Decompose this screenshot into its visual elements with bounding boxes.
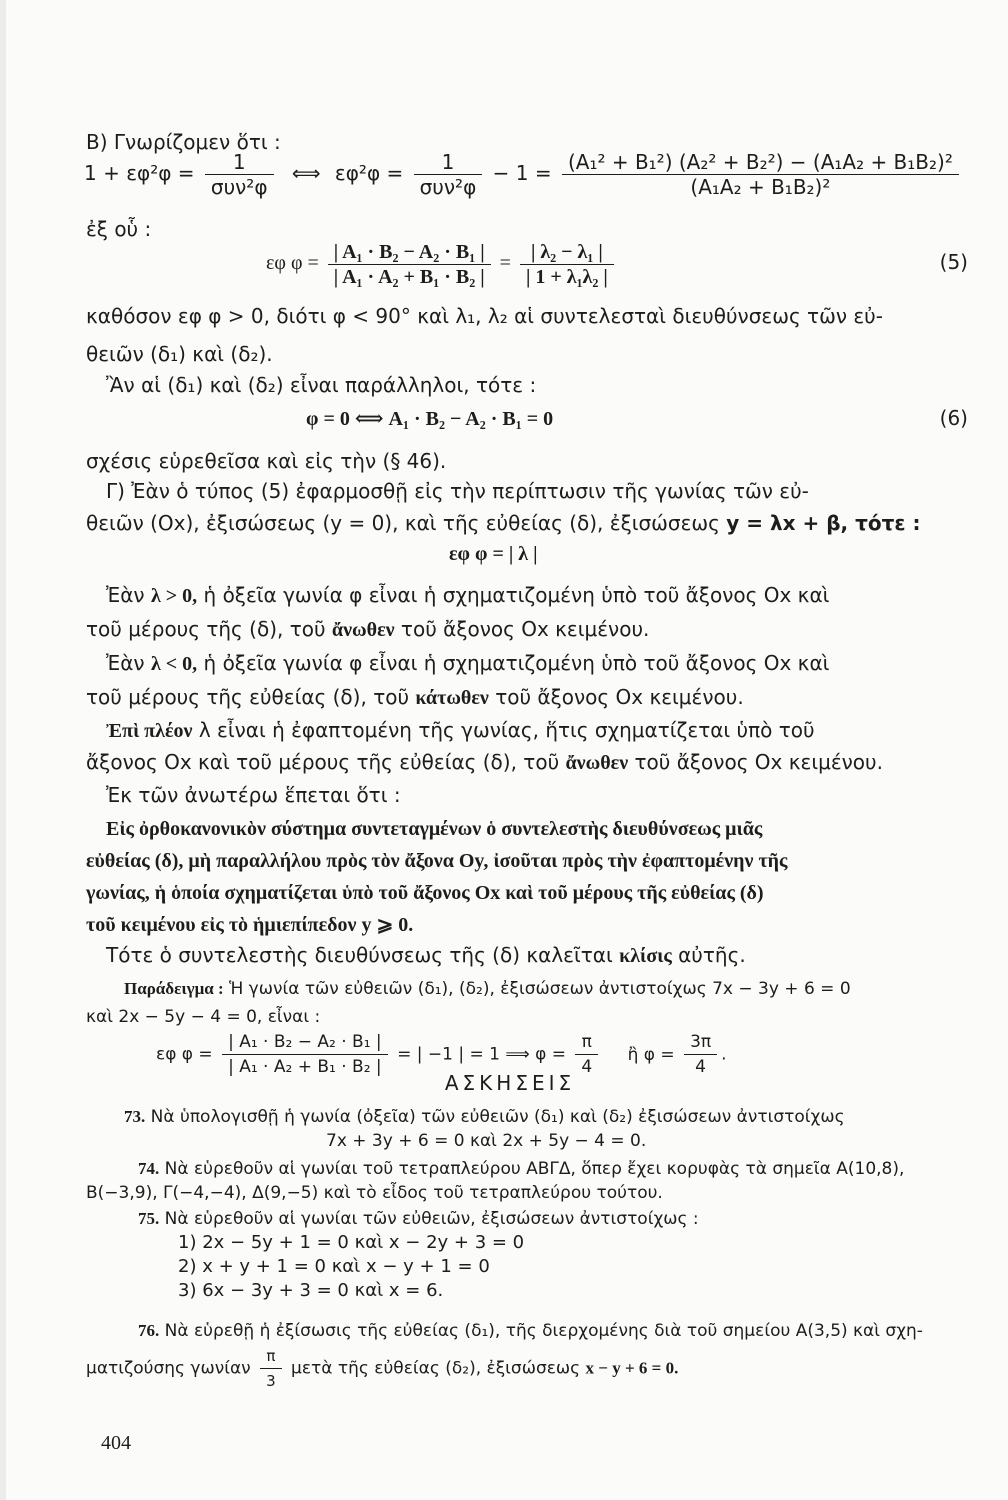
text-span: λ εἶναι ἡ ἐφαπτομένη τῆς γωνίας, ἥτις σχηματίζεται ὑπὸ τοῦ [198,718,815,742]
frac-num: | A₁ · B₂ − A₂ · B₁ | [222,1030,388,1055]
text-span: αὐτῆς. [678,943,746,967]
frac-den: (A₁A₂ + B₁B₂)² [690,175,831,199]
exercise-74-line2: Β(−3,9), Γ(−4,−4), Δ(9,−5) καὶ τὸ εἶδος τοῦ τετραπλεύρου τούτου. [86,1183,663,1203]
frac-den: | A₁ · A₂ + B₁ · B₂ | [228,1057,382,1077]
exercise-number: 74. [138,1159,160,1178]
text-span: μετὰ τῆς εὐθείας (δ₂), ἐξισώσεως [291,1358,581,1379]
text-line [106,942,746,969]
fraction-2 [414,150,483,199]
bold-span: ἄνωθεν [565,752,629,774]
text-span: θειῶν (Οx), ἐξισώσεως (y = 0), καὶ τῆς εὐθείας (δ), ἐξισώσεως [86,511,720,535]
section-g-line: Γ) Ἐὰν ὁ τύπος (5) ἐφαρμοσθῇ εἰς τὴν περίπτωσιν τῆς γωνίας τῶν εὐ- [106,479,809,503]
exercise-76 [138,1318,923,1344]
bold-span: ἄνωθεν [331,619,395,641]
frac-num: | A₁ · B₂ − A₂ · B₁ | [328,240,491,265]
exercise-75-item: 2) x + y + 1 = 0 καὶ x − y + 1 = 0 [178,1256,490,1277]
theorem-line: τοῦ κειμένου εἰς τὸ ἡμιεπίπεδον y ⩾ 0. [86,914,414,936]
text-line: σχέσις εὑρεθεῖσα καὶ εἰς τὴν (§ 46). [86,449,447,473]
text-line: Ἂν αἱ (δ₁) καὶ (δ₂) εἶναι παράλληλοι, τότε : [106,373,537,397]
exercise-text: Νὰ εὑρεθοῦν αἱ γωνίαι τῶν εὐθειῶν, ἐξισώσεων ἀντιστοίχως : [164,1209,699,1229]
bold-span: x − y + 6 = 0. [585,1358,679,1378]
frac-den: συν²φ [419,175,477,199]
text-span: τοῦ μέρους τῆς (δ), τοῦ [86,617,326,641]
exercise-75 [138,1206,699,1232]
text-line [106,717,815,744]
text-line: Ἐκ τῶν ἀνωτέρω ἕπεται ὅτι : [106,783,401,807]
exercise-73 [124,1104,845,1130]
exercise-number: 73. [124,1107,146,1126]
frac-num: π [260,1344,282,1369]
eq5-fraction-lambda [520,240,614,289]
section-g-line [86,510,920,536]
theorem-line: γωνίας, ἡ ὁποία σχηματίζεται ὑπὸ τοῦ ἄξονος Ox καὶ τοῦ μέρους τῆς εὐθείας (δ) [86,882,764,904]
text-span: τοῦ μέρους τῆς εὐθείας (δ), τοῦ [86,685,410,709]
text-span: Ἡ γωνία τῶν εὐθειῶν (δ₁), (δ₂), ἐξισώσεων ἀντιστοίχως 7x − 3y + 6 = 0 [229,979,851,999]
text-span: Ἐὰν [106,651,145,675]
text-span: . [721,1044,727,1065]
page-number: 404 [101,1432,131,1454]
text-line: καθόσον εφ φ > 0, διότι φ < 90° καὶ λ₁, λ₂ αἱ συντελεσταὶ διευθύνσεως τῶν εὐ- [86,304,883,328]
bold-span: y = λx + β, τότε : [726,511,921,535]
eq-mid: εφ²φ = [334,161,404,185]
equation-number-5: (5) [939,250,968,274]
exercise-75-item: 1) 2x − 5y + 1 = 0 καὶ x − 2y + 3 = 0 [178,1232,525,1253]
text-span: ἄξονος Ox καὶ τοῦ μέρους τῆς εὐθείας (δ), τοῦ [86,750,560,774]
frac-den: 3 [266,1372,276,1390]
example-line: καὶ 2x − 5y − 4 = 0, εἶναι : [86,1007,321,1027]
bold-span: λ < 0, [150,653,198,675]
text-span: ἡ ὀξεῖα γωνία φ εἶναι ἡ σχηματιζομένη ὑπὸ τοῦ ἄξονος Ox καὶ [203,651,830,675]
eq5-equals: = [499,252,511,275]
equation-6: φ = 0 ⟺ A₁ · B₂ − A₂ · B₁ = 0 [306,408,554,430]
exercise-number: 75. [138,1209,160,1228]
text-span: τοῦ ἄξονος Ox κειμένου. [400,617,650,641]
bold-span: κλίσις [619,945,672,967]
equation-number-6: (6) [939,406,968,430]
text-span: τοῦ ἄξονος Ox κειμένου. [634,750,883,774]
text-span: τοῦ ἄξονος Ox κειμένου. [495,685,744,709]
text-line: θειῶν (δ₁) καὶ (δ₂). [86,342,273,366]
text-line [106,650,829,677]
text-line [106,582,829,609]
exercise-73-equation: 7x + 3y + 6 = 0 καὶ 2x + 5y − 4 = 0. [326,1131,647,1151]
eq5-lhs: εφ φ = [266,252,319,275]
text-span: ματιζούσης γωνίαν [86,1358,251,1379]
frac-num: 1 [205,150,274,175]
frac-num: 3π [684,1030,717,1055]
theorem-line: εὐθείας (δ), μὴ παραλλήλου πρὸς τὸν ἄξονα Oy, ἰσοῦται πρὸς τὴν ἐφαπτομένην τῆς [86,850,788,872]
pi-over-3 [260,1344,282,1393]
fraction-1 [205,150,274,199]
eq-lhs: 1 + εφ²φ = [84,161,195,185]
text-span: ἡ ὀξεῖα γωνία φ εἶναι ἡ σχηματιζομένη ὑπὸ τοῦ ἄξονος Ox καὶ [203,583,830,607]
fraction-3 [562,150,959,199]
text-span: εφ φ = [156,1044,213,1065]
exercise-75-item: 3) 6x − 3y + 3 = 0 καὶ x = 6. [178,1280,444,1301]
exercises-heading: ΑΣΚΗΣΕΙΣ [444,1071,576,1095]
bold-span: λ > 0, [150,585,198,607]
text-line [86,749,883,776]
example-label: Παράδειγμα : [124,979,224,998]
bold-span: κάτωθεν [415,687,489,709]
frac-den: | A₁ · A₂ + B₁ · B₂ | [333,266,485,288]
text-span: = | −1 | = 1 ⟹ φ = [397,1044,566,1065]
equation-5 [266,240,618,289]
frac-num: π [575,1030,598,1055]
text-span: Ἐὰν [106,583,145,607]
example-line [124,976,851,1002]
exercise-text: Νὰ εὑρεθῇ ἡ ἐξίσωσις τῆς εὐθείας (δ₁), τῆς διερχομένης διὰ τοῦ σημείου Α(3,5) καὶ σχη- [164,1321,923,1341]
bold-span: Ἐπὶ πλέον [106,720,193,742]
ex-ou-label: ἐξ οὗ : [86,217,152,241]
frac-den: 4 [695,1057,706,1077]
iff-arrow: ⟺ [291,161,321,185]
exercise-text: Νὰ εὑρεθοῦν αἱ γωνίαι τοῦ τετραπλεύρου ΑΒΓΔ, ὅπερ ἔχει κορυφὰς τὰ σημεῖα Α(10,8), [164,1159,905,1179]
exercise-text: Νὰ ὑπολογισθῇ ἡ γωνία (ὀξεῖα) τῶν εὐθειῶν (δ₁) καὶ (δ₂) ἐξισώσεων ἀντιστοίχως [150,1107,845,1127]
eq-minus-one: − 1 = [492,161,552,185]
text-line [86,684,744,711]
text-span: Τότε ὁ συντελεστὴς διευθύνσεως τῆς (δ) καλεῖται [106,943,613,967]
section-b-title: B) Γνωρίζομεν ὅτι : [86,130,281,154]
text-span: ἢ φ = [627,1044,675,1065]
theorem-line: Εἰς ὀρθοκανονικὸν σύστημα συντεταγμένων ὁ συντελεστὴς διευθύνσεως μιᾶς [106,818,763,840]
equation-lambda: εφ φ = | λ | [449,543,538,565]
frac-den: συν²φ [210,175,268,199]
frac-den: 4 [581,1057,593,1077]
exercise-74 [138,1156,904,1182]
frac-num: (A₁² + B₁²) (A₂² + B₂²) − (A₁A₂ + B₁B₂)² [562,150,959,175]
frac-num: 1 [414,150,483,175]
text-line [86,616,649,643]
frac-den: | 1 + λ₁λ₂ | [525,266,608,288]
eq5-fraction [328,240,491,289]
frac-num: | λ₂ − λ₁ | [520,240,614,265]
identity-equation [84,150,963,199]
exercise-number: 76. [138,1321,160,1340]
exercise-76-line2 [86,1344,678,1393]
